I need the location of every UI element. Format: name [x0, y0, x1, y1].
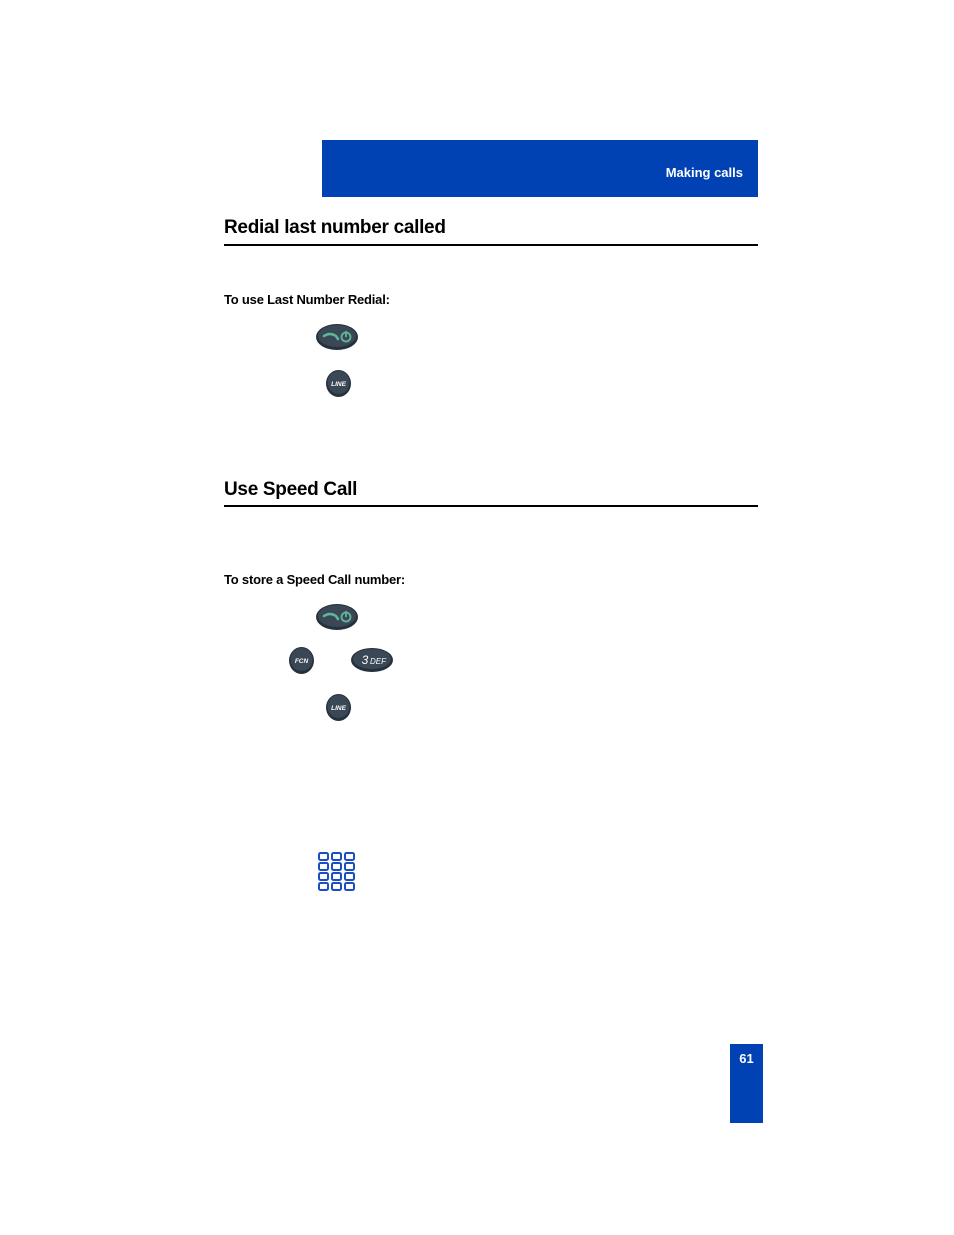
- handsfree-key-icon: [315, 603, 359, 631]
- header-bar: [322, 140, 758, 197]
- section-rule: [224, 505, 758, 507]
- header-title: Making calls: [665, 165, 743, 180]
- page-number: 61: [739, 1051, 754, 1066]
- line-key-icon: [325, 693, 352, 722]
- line-key-label: LINE: [331, 705, 346, 712]
- 3def-key-letters: DEF: [370, 657, 386, 666]
- dialpad-icon: [318, 852, 356, 891]
- fcn-key-label: FCN: [294, 658, 309, 665]
- section-title-speed-call: Use Speed Call: [224, 479, 358, 500]
- line-key-icon: [325, 369, 352, 398]
- procedure-label-speed-call: To store a Speed Call number:: [224, 572, 406, 587]
- fcn-key-icon: [288, 646, 315, 675]
- page-tab: [730, 1044, 763, 1123]
- section-rule: [224, 244, 758, 246]
- procedure-label-redial: To use Last Number Redial:: [224, 292, 390, 307]
- 3def-key-digit: 3: [361, 653, 369, 667]
- 3def-key-icon: [350, 647, 394, 673]
- handsfree-key-icon: [315, 323, 359, 351]
- section-title-redial: Redial last number called: [224, 217, 446, 238]
- line-key-label: LINE: [331, 381, 346, 388]
